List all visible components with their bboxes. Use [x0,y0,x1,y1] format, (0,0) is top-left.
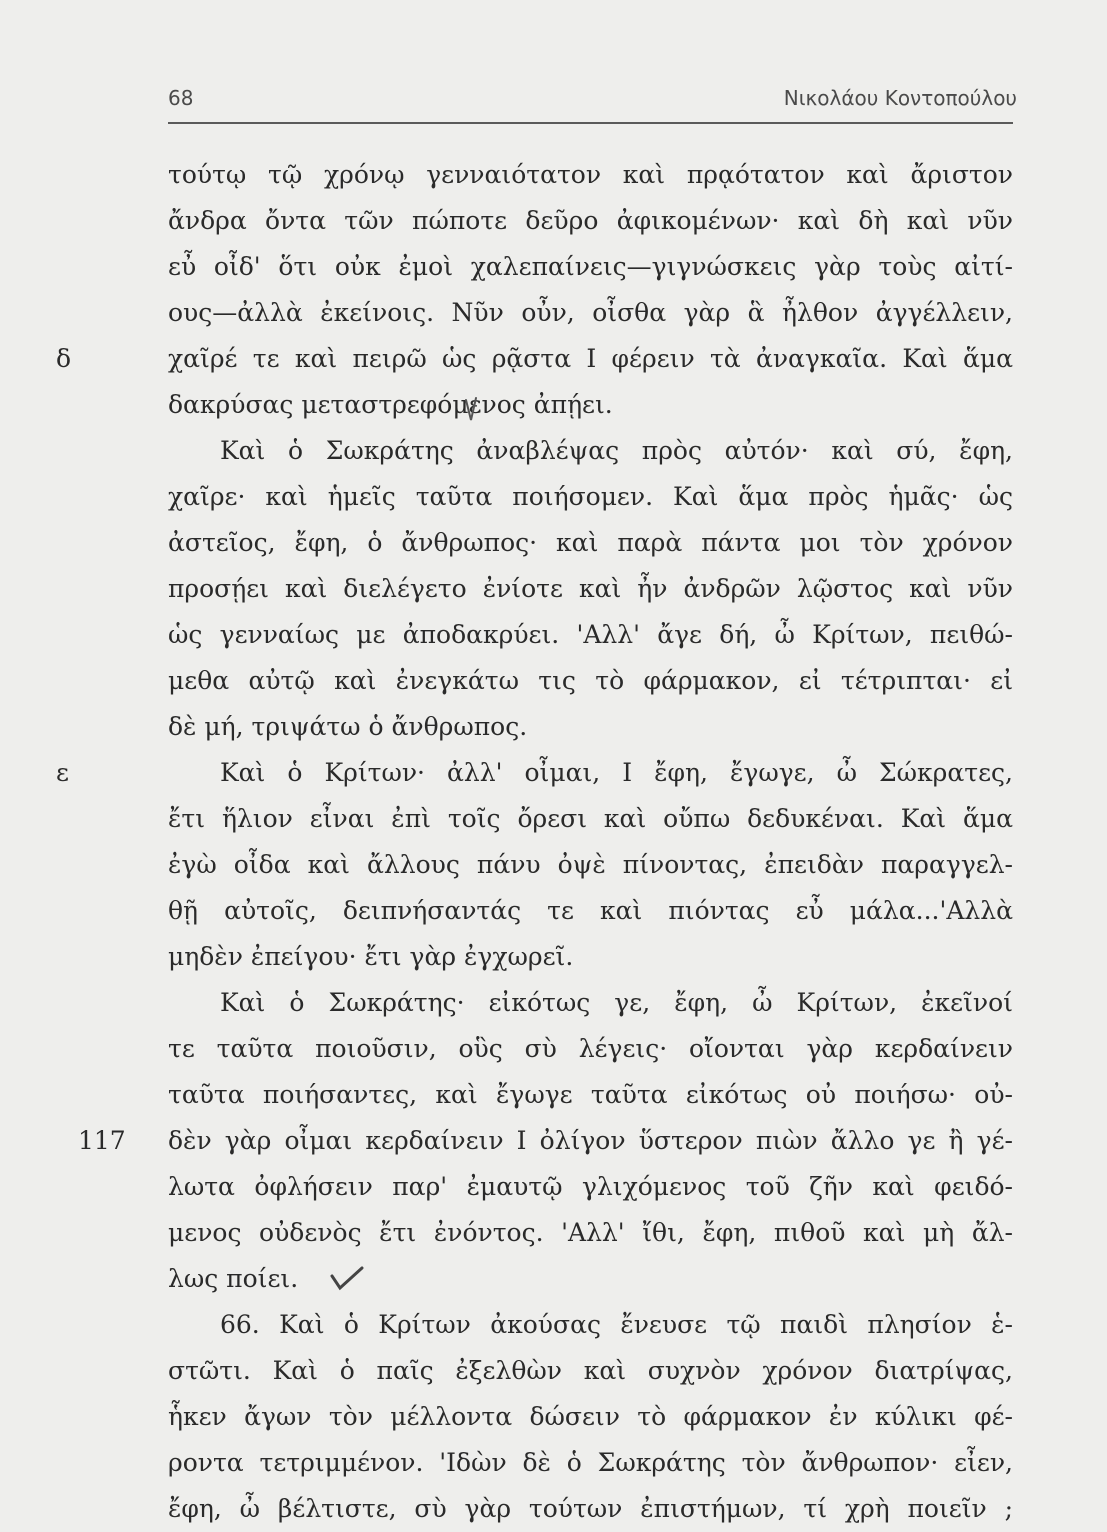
text-line-4: ους—ἀλλὰ ἐκείνοις. Νῦν οὖν, οἶσθα γὰρ ἃ ἦλθον ἀγγέλλειν, [168,298,1013,327]
margin-marker-epsilon: ε [56,758,69,787]
text-line-18: μηδὲν ἐπείγου· ἔτι γὰρ ἐγχωρεῖ. [168,942,574,971]
text-line-22: δὲν γὰρ οἶμαι κερδαίνειν Ι ὀλίγον ὕστερον πιὼν ἄλλο γε ἢ γέ- [168,1126,1013,1155]
text-line-17: θῇ αὐτοῖς, δειπνήσαντάς τε καὶ πιόντας εὖ μάλα...'Αλλὰ [168,896,1013,925]
text-line-7: Καὶ ὁ Σωκράτης ἀναβλέψας πρὸς αὐτόν· καὶ σύ, ἔφη, [220,436,1013,465]
text-line-11: ὡς γενναίως με ἀποδακρύει. 'Αλλ' ἄγε δή, ὦ Κρίτων, πειθώ- [168,620,1013,649]
text-line-30: ἔφη, ὦ βέλτιστε, σὺ γὰρ τούτων ἐπιστήμων, τί χρὴ ποιεῖν ; [168,1494,1013,1523]
margin-line-number: 117 [78,1126,126,1155]
text-line-25 [168,1256,1013,1302]
text-line-8: χαῖρε· καὶ ἡμεῖς ταῦτα ποιήσομεν. Καὶ ἅμα πρὸς ἡμᾶς· ὡς [168,482,1013,511]
pencil-check-mark [328,1262,368,1296]
body-text [56,152,1013,1532]
text-line-16: ἐγὼ οἶδα καὶ ἄλλους πάνυ ὀψὲ πίνοντας, ἐπειδὰν παραγγελ- [168,850,1013,879]
text-line-6: δακρύσας μεταστρεφόμενος ἀπῄει. [168,390,613,419]
text-line-9: ἀστεῖος, ἔφη, ὁ ἄνθρωπος· καὶ παρὰ πάντα μοι τὸν χρόνον [168,528,1013,557]
text-line-13: δὲ μή, τριψάτω ὁ ἄνθρωπος. [168,712,528,741]
text-line-14-wrap [56,750,1013,796]
text-line-1: τούτῳ τῷ χρόνῳ γενναιότατον καὶ πρᾳότατον καὶ ἄριστον [168,160,1013,189]
running-head: Νικολάου Κοντοπούλου [783,86,1017,110]
text-line-22-wrap [78,1118,1013,1164]
text-line-24: μενος οὐδενὸς ἔτι ἐνόντος. 'Αλλ' ἴθι, ἔφη, πιθοῦ καὶ μὴ ἄλ- [168,1218,1013,1247]
text-line-10: προσῄει καὶ διελέγετο ἐνίοτε καὶ ἦν ἀνδρῶν λῷστος καὶ νῦν [168,574,1013,603]
text-line-23: λωτα ὀφλήσειν παρ' ἐμαυτῷ γλιχόμενος τοῦ ζῆν καὶ φειδό- [168,1172,1013,1201]
text-line-5: χαῖρέ τε καὶ πειρῶ ὡς ρᾷστα Ι φέρειν τὰ ἀναγκαῖα. Καὶ ἅμα [168,344,1013,373]
margin-marker-delta: δ [56,344,72,373]
text-line-21: ταῦτα ποιήσαντες, καὶ ἔγωγε ταῦτα εἰκότως οὐ ποιήσω· οὐ- [168,1080,1013,1109]
text-line-29: ροντα τετριμμένον. 'Ιδὼν δὲ ὁ Σωκράτης τὸν ἄνθρωπον· εἶεν, [168,1448,1013,1477]
text-line-2: ἄνδρα ὄντα τῶν πώποτε δεῦρο ἀφικομένων· καὶ δὴ καὶ νῦν [168,206,1013,235]
text-line-19: Καὶ ὁ Σωκράτης· εἰκότως γε, ἔφη, ὦ Κρίτων, ἐκεῖνοί [220,988,1013,1017]
text-line-27: στῶτι. Καὶ ὁ παῖς ἐξελθὼν καὶ συχνὸν χρόνον διατρίψας, [168,1356,1013,1385]
text-line-20: τε ταῦτα ποιοῦσιν, οὓς σὺ λέγεις· οἴονται γὰρ κερδαίνειν [168,1034,1013,1063]
text-line-5-wrap [56,336,1013,382]
text-line-12: μεθα αὐτῷ καὶ ἐνεγκάτω τις τὸ φάρμακον, εἰ τέτριπται· εἰ [168,666,1013,695]
text-line-28: ἧκεν ἄγων τὸν μέλλοντα δώσειν τὸ φάρμακον ἐν κύλικι φέ- [168,1402,1013,1431]
page-number: 68 [168,86,194,110]
pencil-tick-mark [464,396,478,424]
text-line-25-text: λως ποίει. [168,1264,299,1293]
text-line-26: 66. Καὶ ὁ Κρίτων ἀκούσας ἔνευσε τῷ παιδὶ πλησίον ἑ- [220,1310,1013,1339]
header-rule [168,122,1013,124]
text-line-3: εὖ οἶδ' ὅτι οὐκ ἐμοὶ χαλεπαίνεις—γιγνώσκεις γὰρ τοὺς αἰτί- [168,252,1013,281]
text-line-15: ἔτι ἥλιον εἶναι ἐπὶ τοῖς ὄρεσι καὶ οὔπω δεδυκέναι. Καὶ ἅμα [168,804,1013,833]
text-line-14: Καὶ ὁ Κρίτων· ἀλλ' οἶμαι, Ι ἔφη, ἔγωγε, ὦ Σώκρατες, [220,758,1013,787]
